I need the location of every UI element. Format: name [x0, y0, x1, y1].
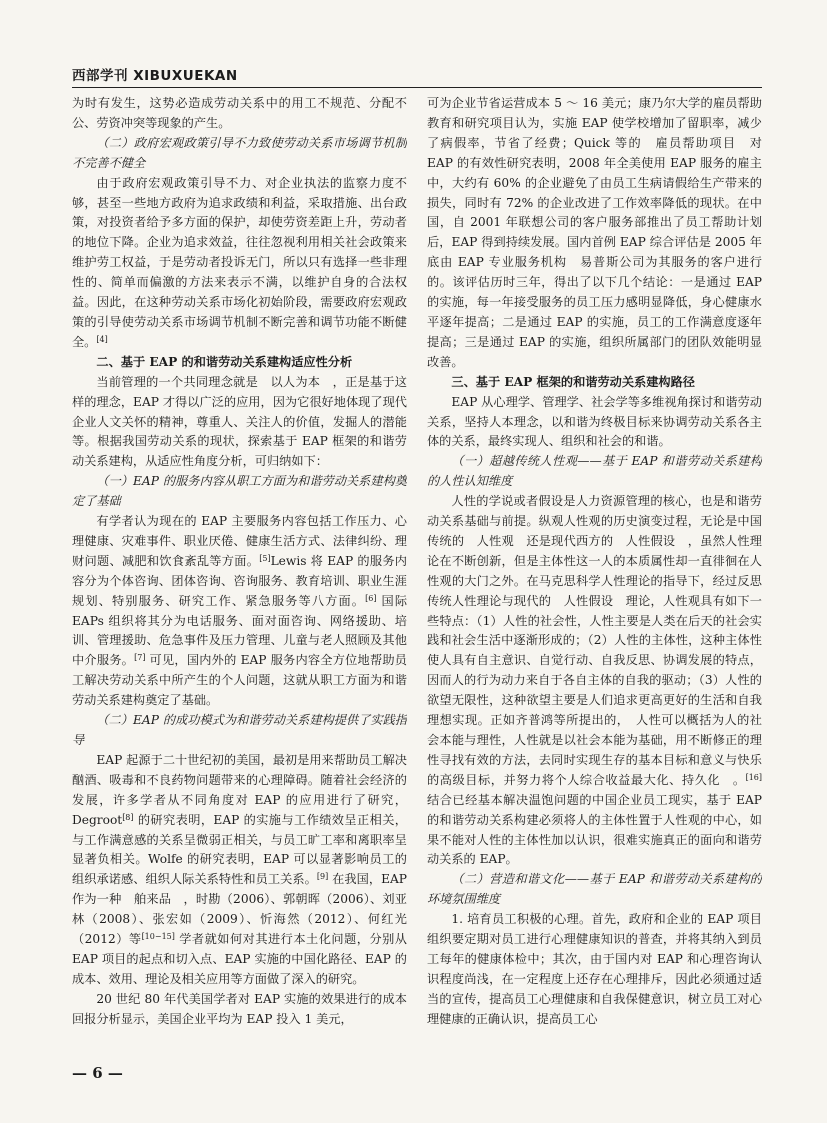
citation-ref: [9]	[316, 872, 329, 882]
paragraph	[72, 94, 407, 134]
paragraph-text: 由于政府宏观政策引导不力、对企业执法的监察力度不够，甚至一些地方政府为追求政绩和利益，采取措施、出台政策，对投资者给予多方面的保护，却使劳资差距上升，劳动者的地位下降。企业为追求效益，往往忽视利用相关社会政策来维护劳工权益，于是劳动者投诉无门，所以只有选择一些非理性的、简单而偏激的方法来表示不满，以维护自身的合法权益。因此，在这种劳动关系市场化初始阶段，需要政府宏观政策的引导使劳动关系市场调节机制不断完善和调节功能不断健全。	[72, 175, 407, 349]
page-number: — 6 —	[72, 1064, 123, 1082]
citation-ref: [4]	[96, 334, 108, 344]
paragraph-text: （二）EAP 的成功模式为和谐劳动关系建构提供了实践指导	[72, 713, 407, 747]
paragraph-text: 国际 EAPs 组织将其分为电话服务、面对面咨询、网络援助、培训、管理援助、危急事件及压力管理、儿童与老人照顾及其他中介服务。	[72, 593, 407, 668]
paragraph-text: （二）政府宏观政策引导不力致使劳动关系市场调节机制不完善不健全	[72, 135, 407, 170]
subsection-heading	[72, 134, 407, 174]
citation-ref: [8]	[122, 812, 134, 822]
paragraph-text: 学者就如何对其进行本土化问题，分别从 EAP 项目的起点和切入点、EAP 实施的中国化路径、EAP 的成本、效用、理论及相关应用等方面做了深入的研究。	[72, 932, 407, 986]
subsection-heading	[427, 870, 762, 910]
paragraph-text: Lewis 将 EAP 的服务内容分为个体咨询、团体咨询、咨询服务、教育培训、职业生涯规划、特别服务、研究工作、紧急服务等八方面。	[72, 553, 407, 608]
subsection-heading	[72, 472, 407, 512]
section-heading	[427, 373, 762, 393]
paragraph	[72, 751, 407, 990]
paragraph	[427, 492, 762, 870]
paragraph-text: 二、基于 EAP 的和谐劳动关系建构适应性分析	[96, 354, 353, 369]
paragraph-text: EAP 起源于二十世纪初的美国，最初是用来帮助员工解决酗酒、吸毒和不良药物问题带来的心理障碍。随着社会经济的发展，许多学者从不同角度对 EAP 的应用进行了研究，Degroot	[72, 752, 407, 827]
subsection-heading	[72, 711, 407, 751]
paragraph-text: 人性的学说或者假设是人力资源管理的核心，也是和谐劳动关系基础与前提。纵观人性观的历史演变过程，无论是中国传统的 人性观 还是现代西方的 人性假设 ，虽然人性理论在不断创新，但是主体性这一人的本质属性却一直徘徊在人性观的大门之外。在马克思科学人性理论的指导下，经过反思传统人性理论与现代的 人性假设 理论，人性观具有如下一些特点：（1）人性的社会性，人性主要是人类在后天的社会实践和社会生活中逐渐形成的；（2）人性的主体性，这种主体性使人具有自主意识、自觉行动、自我反思、协调发展的特点，因而人的行为动力来自于各自主体的自我的驱动；（3）人性的欲望无限性，这种欲望主要是人们追求更高更好的生活和自我理想实现。正如齐普鸿等所提出的， 人性可以概括为人的社会本能与理性，人性就是以社会本能为基础，用不断修正的理性寻找有效的方法，去同时实现生存的基本目标和意义与快乐的高级目标，并努力将个人综合收益最大化、持久化 。	[427, 494, 762, 787]
citation-ref: [16]	[745, 772, 762, 782]
paragraph-text: 为时有发生，这势必造成劳动关系中的用工不规范、分配不公、劳资冲突等现象的产生。	[72, 96, 407, 130]
section-heading	[72, 353, 407, 373]
paragraph-text: 有学者认为现在的 EAP 主要服务内容包括工作压力、心理健康、灾难事件、职业厌倦、健康生活方式、法律纠纷、理财问题、减肥和饮食紊乱等方面。	[72, 514, 407, 568]
paragraph	[72, 512, 407, 711]
left-column	[72, 94, 407, 1049]
journal-name: 西部学刊 XIBUXUEKAN	[72, 68, 238, 84]
paragraph-text: （二）营造和谐文化——基于 EAP 和谐劳动关系建构的环境氛围维度	[427, 872, 762, 907]
paragraph-text: 1. 培育员工积极的心理。首先，政府和企业的 EAP 项目组织要定期对员工进行心理健康知识的普查，并将其纳入到员工每年的健康体检中；其次，由于国内对 EAP 和心理咨询认识程度尚浅，在一定程度上还存在心理排斥，因此必须通过适当的宣传，提高员工心理健康和自我保健意识，树立员工对心理健康的正确认识，提高员工心	[427, 912, 762, 1026]
citation-ref: [5]	[259, 553, 271, 563]
paragraph-text: EAP 从心理学、管理学、社会学等多维视角探讨和谐劳动关系，坚持人本理念，以和谐为终极目标来协调劳动关系各主体的关系，最终实现人、组织和社会的和谐。	[427, 394, 762, 449]
paragraph-text: 20 世纪 80 年代美国学者对 EAP 实施的效果进行的成本回报分析显示，美国企业平均为 EAP 投入 1 美元，	[72, 991, 407, 1026]
paragraph-text: 结合已经基本解决温饱问题的中国企业员工现实，基于 EAP 的和谐劳动关系构建必须将人的主体性置于人性观的中心，如果不能对人性的主体性加以认识，很难实施真正的面向和谐劳动关系的 EAP。	[427, 792, 762, 867]
subsection-heading	[427, 452, 762, 492]
paragraph-text: 当前管理的一个共同理念就是 以人为本 ，正是基于这样的理念，EAP 才得以广泛的应用，因为它很好地体现了现代企业人文关怀的精神，尊重人、关注人的价值，发掘人的潜能等。根据我国劳动关系的现状，探索基于 EAP 框架的和谐劳动关系建构，从适应性角度分析，可归纳如下：	[72, 374, 407, 469]
paragraph	[427, 393, 762, 453]
paragraph-text: 三、基于 EAP 框架的和谐劳动关系建构路径	[451, 374, 695, 389]
citation-ref: [6]	[365, 593, 377, 603]
paragraph-text: （一）EAP 的服务内容从职工方面为和谐劳动关系建构奠定了基础	[72, 474, 407, 509]
paragraph	[427, 94, 762, 373]
paragraph	[72, 174, 407, 353]
right-column	[427, 94, 762, 1049]
paragraph-text: （一）超越传统人性观——基于 EAP 和谐劳动关系建构的人性认知维度	[427, 454, 762, 489]
citation-ref: [10−15]	[141, 932, 175, 942]
paragraph-text: 在我国，EAP 作为一种 舶来品 ，时勘（2006）、郭朝晖（2006）、刘亚林（2008）、张宏如（2009）、忻海然（2012）、何红光（2012）等	[72, 872, 407, 947]
paragraph	[72, 990, 407, 1030]
paragraph-text: 的研究表明，EAP 的实施与工作绩效呈正相关，与工作满意感的关系呈微弱正相关，与员工旷工率和离职率呈显著负相关。Wolfe 的研究表明，EAP 可以显著影响员工的组织承诺感、组织人际关系特性和员工关系。	[72, 812, 407, 887]
paragraph-text: 可见，国内外的 EAP 服务内容全方位地帮助员工解决劳动关系中所产生的个人问题，这就从职工方面为和谐劳动关系建构奠定了基础。	[72, 653, 407, 708]
citation-ref: [7]	[134, 653, 146, 663]
paragraph-text: 可为企业节省运营成本 5 ～ 16 美元；康乃尔大学的雇员帮助教育和研究项目认为，实施 EAP 使学校增加了留职率，减少了病假率，节省了经费；Quick 等的 雇员帮助项目 对 EAP 的有效性研究表明，2008 年全美使用 EAP 服务的雇主中，大约有 60% 的企业避免了由员工生病请假给生产带来的损失，同时有 72% 的企业改进了工作效率降低的现状。在中国，自 2001 年联想公司的客户服务部推出了员工帮助计划后，EAP 得到持续发展。国内首例 EAP 综合评估是 2005 年底由 EAP 专业服务机构 易普斯公司为其服务的客户进行的。该评估历时三年，得出了以下几个结论：一是通过 EAP 的实施，每一年接受服务的员工压力感明显降低，身心健康水平逐年提高；二是通过 EAP 的实施，员工的工作满意度逐年提高；三是通过 EAP 的实施，组织所属部门的团队效能明显改善。	[427, 96, 762, 369]
paragraph	[72, 373, 407, 473]
running-header	[72, 52, 762, 88]
paragraph	[427, 910, 762, 1029]
